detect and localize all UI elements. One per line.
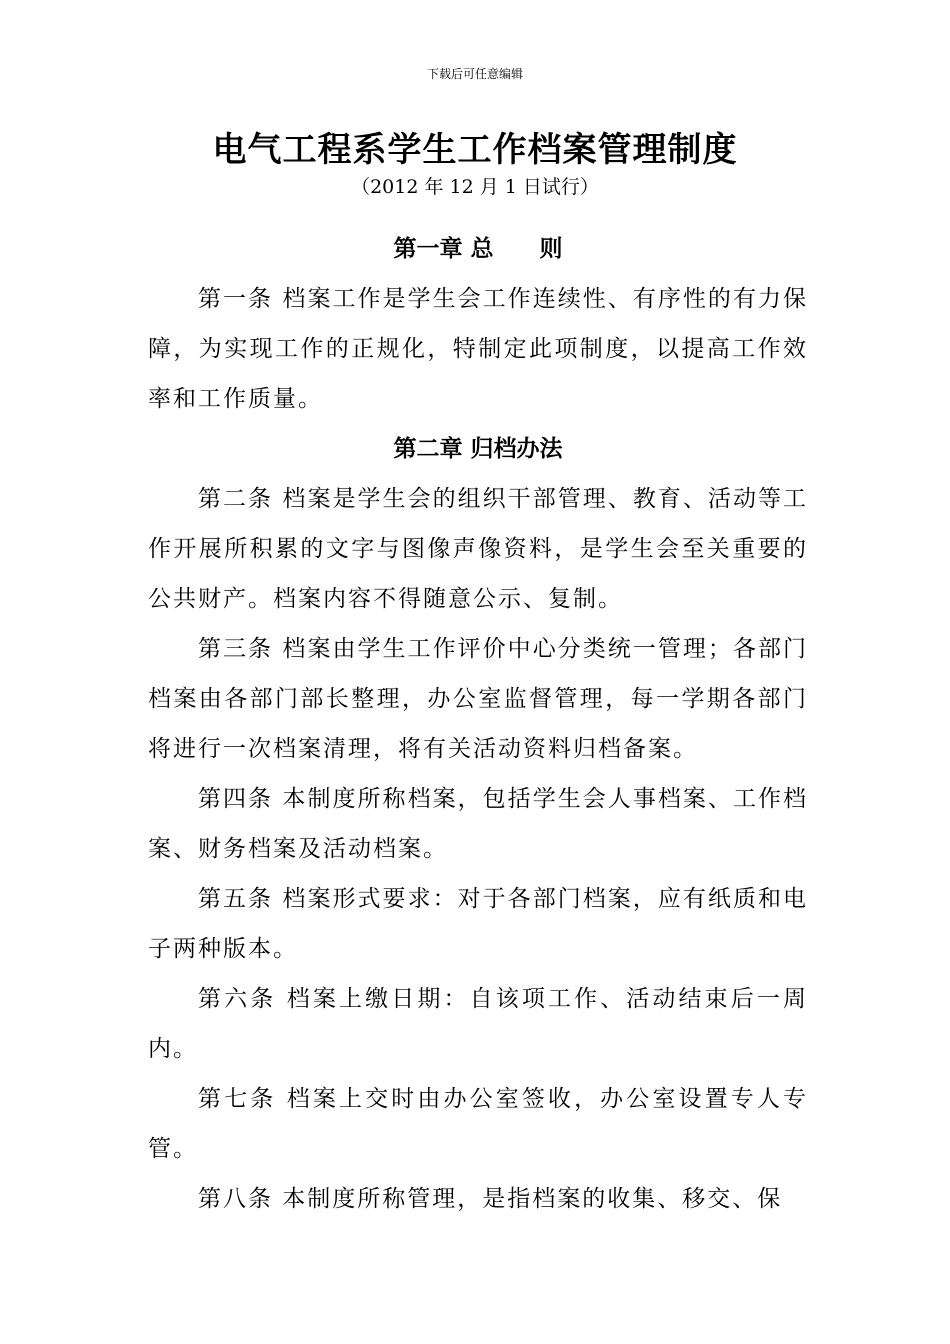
document-subtitle: （2012 年 12 月 1 日试行） xyxy=(351,176,599,198)
article-1: 第一条 档案工作是学生会工作连续性、有序性的有力保障，为实现工作的正规化，特制定此项制度，以提高工作效率和工作质量。 xyxy=(148,286,808,412)
article-6: 第六条 档案上缴日期：自该项工作、活动结束后一周内。 xyxy=(148,986,808,1062)
chapter-heading-2: 第二章 归档办法 xyxy=(393,436,563,462)
article-2: 第二条 档案是学生会的组织干部管理、教育、活动等工作开展所积累的文字与图像声像资料，是学生会至关重要的公共财产。档案内容不得随意公示、复制。 xyxy=(148,486,808,612)
document-title: 电气工程系学生工作档案管理制度 xyxy=(212,130,738,170)
article-5: 第五条 档案形式要求：对于各部门档案，应有纸质和电子两种版本。 xyxy=(148,886,808,962)
article-4: 第四条 本制度所称档案，包括学生会人事档案、工作档案、财务档案及活动档案。 xyxy=(148,786,808,862)
article-8: 第八条 本制度所称管理，是指档案的收集、移交、保 xyxy=(198,1186,783,1212)
header-note: 下载后可任意编辑 xyxy=(426,67,523,81)
chapter-heading-1: 第一章 总 则 xyxy=(393,236,563,262)
article-7: 第七条 档案上交时由办公室签收，办公室设置专人专管。 xyxy=(148,1086,808,1162)
article-3: 第三条 档案由学生工作评价中心分类统一管理；各部门档案由各部门部长整理，办公室监督管理，每一学期各部门将进行一次档案清理，将有关活动资料归档备案。 xyxy=(148,636,808,762)
document-body xyxy=(148,224,808,1224)
